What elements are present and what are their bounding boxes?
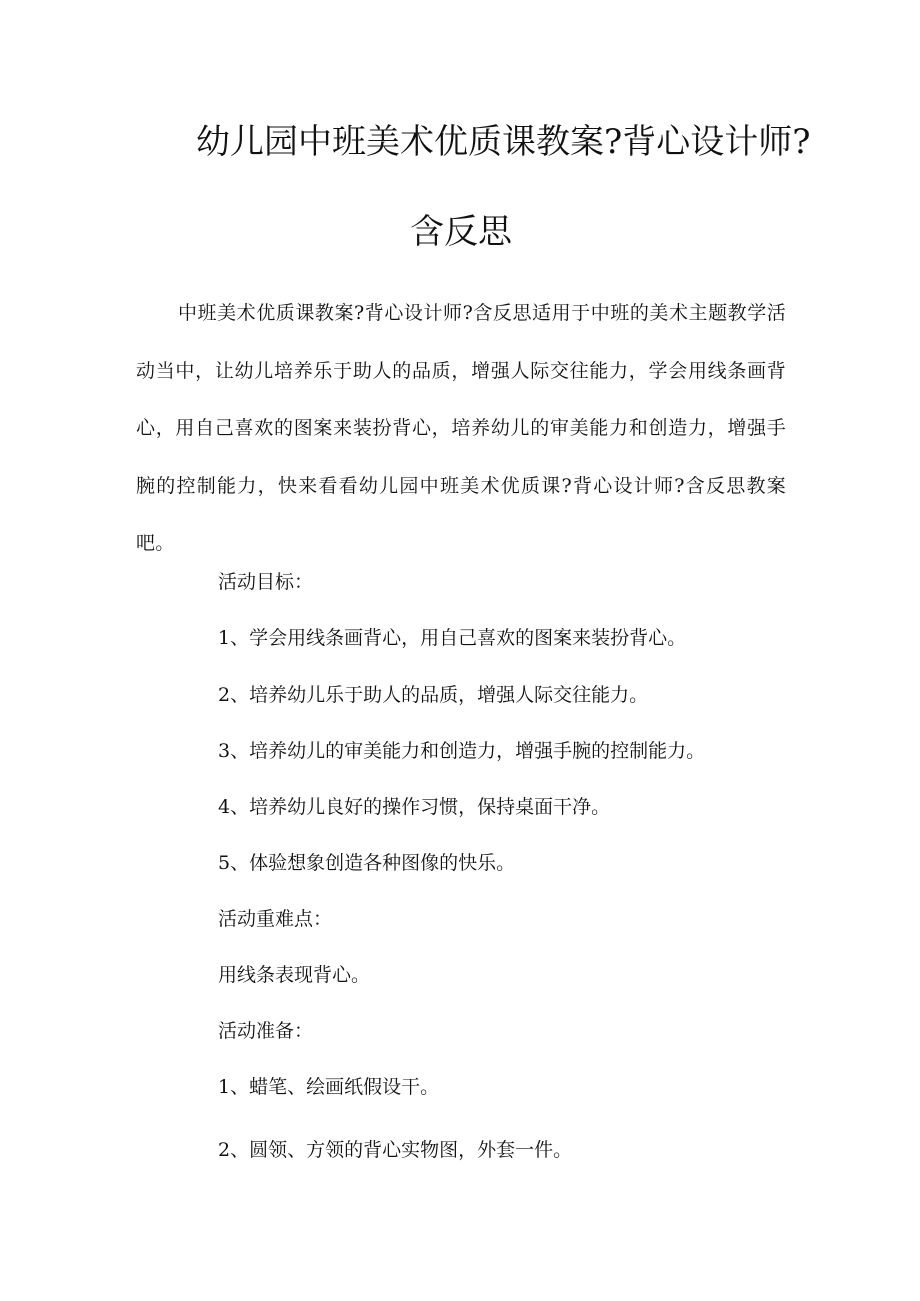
goal-item: 2、培养幼儿乐于助人的品质，增强人际交往能力。	[218, 684, 649, 706]
goal-item: 4、培养幼儿良好的操作习惯，保持桌面干净。	[218, 796, 611, 818]
goals-heading: 活动目标：	[218, 571, 314, 593]
goal-item: 3、培养幼儿的审美能力和创造力，增强手腕的控制能力。	[218, 740, 706, 762]
goal-item: 5、体验想象创造各种图像的快乐。	[218, 852, 516, 874]
intro-paragraph: 中班美术优质课教案?背心设计师?含反思适用于中班的美术主题教学活动当中，让幼儿培养乐于助人的品质，增强人际交往能力，学会用线条画背心，用自己喜欢的图案来装扮背心，培养幼儿的审美能力和创造力，增强手腕的控制能力，快来看看幼儿园中班美术优质课?背心设计师?含反思教案吧。	[136, 302, 786, 554]
document-title-line-1: 幼儿园中班美术优质课教案?背心设计师?	[196, 122, 811, 162]
key-points-text: 用线条表现背心。	[218, 964, 371, 986]
document-title-line-2: 含反思	[410, 212, 512, 252]
preparation-item: 1、蜡笔、绘画纸假设干。	[218, 1076, 440, 1098]
goal-item: 1、学会用线条画背心，用自己喜欢的图案来装扮背心。	[218, 627, 687, 649]
preparation-heading: 活动准备：	[218, 1020, 314, 1042]
preparation-item: 2、圆领、方领的背心实物图，外套一件。	[218, 1139, 573, 1161]
key-points-heading: 活动重难点：	[218, 908, 333, 930]
